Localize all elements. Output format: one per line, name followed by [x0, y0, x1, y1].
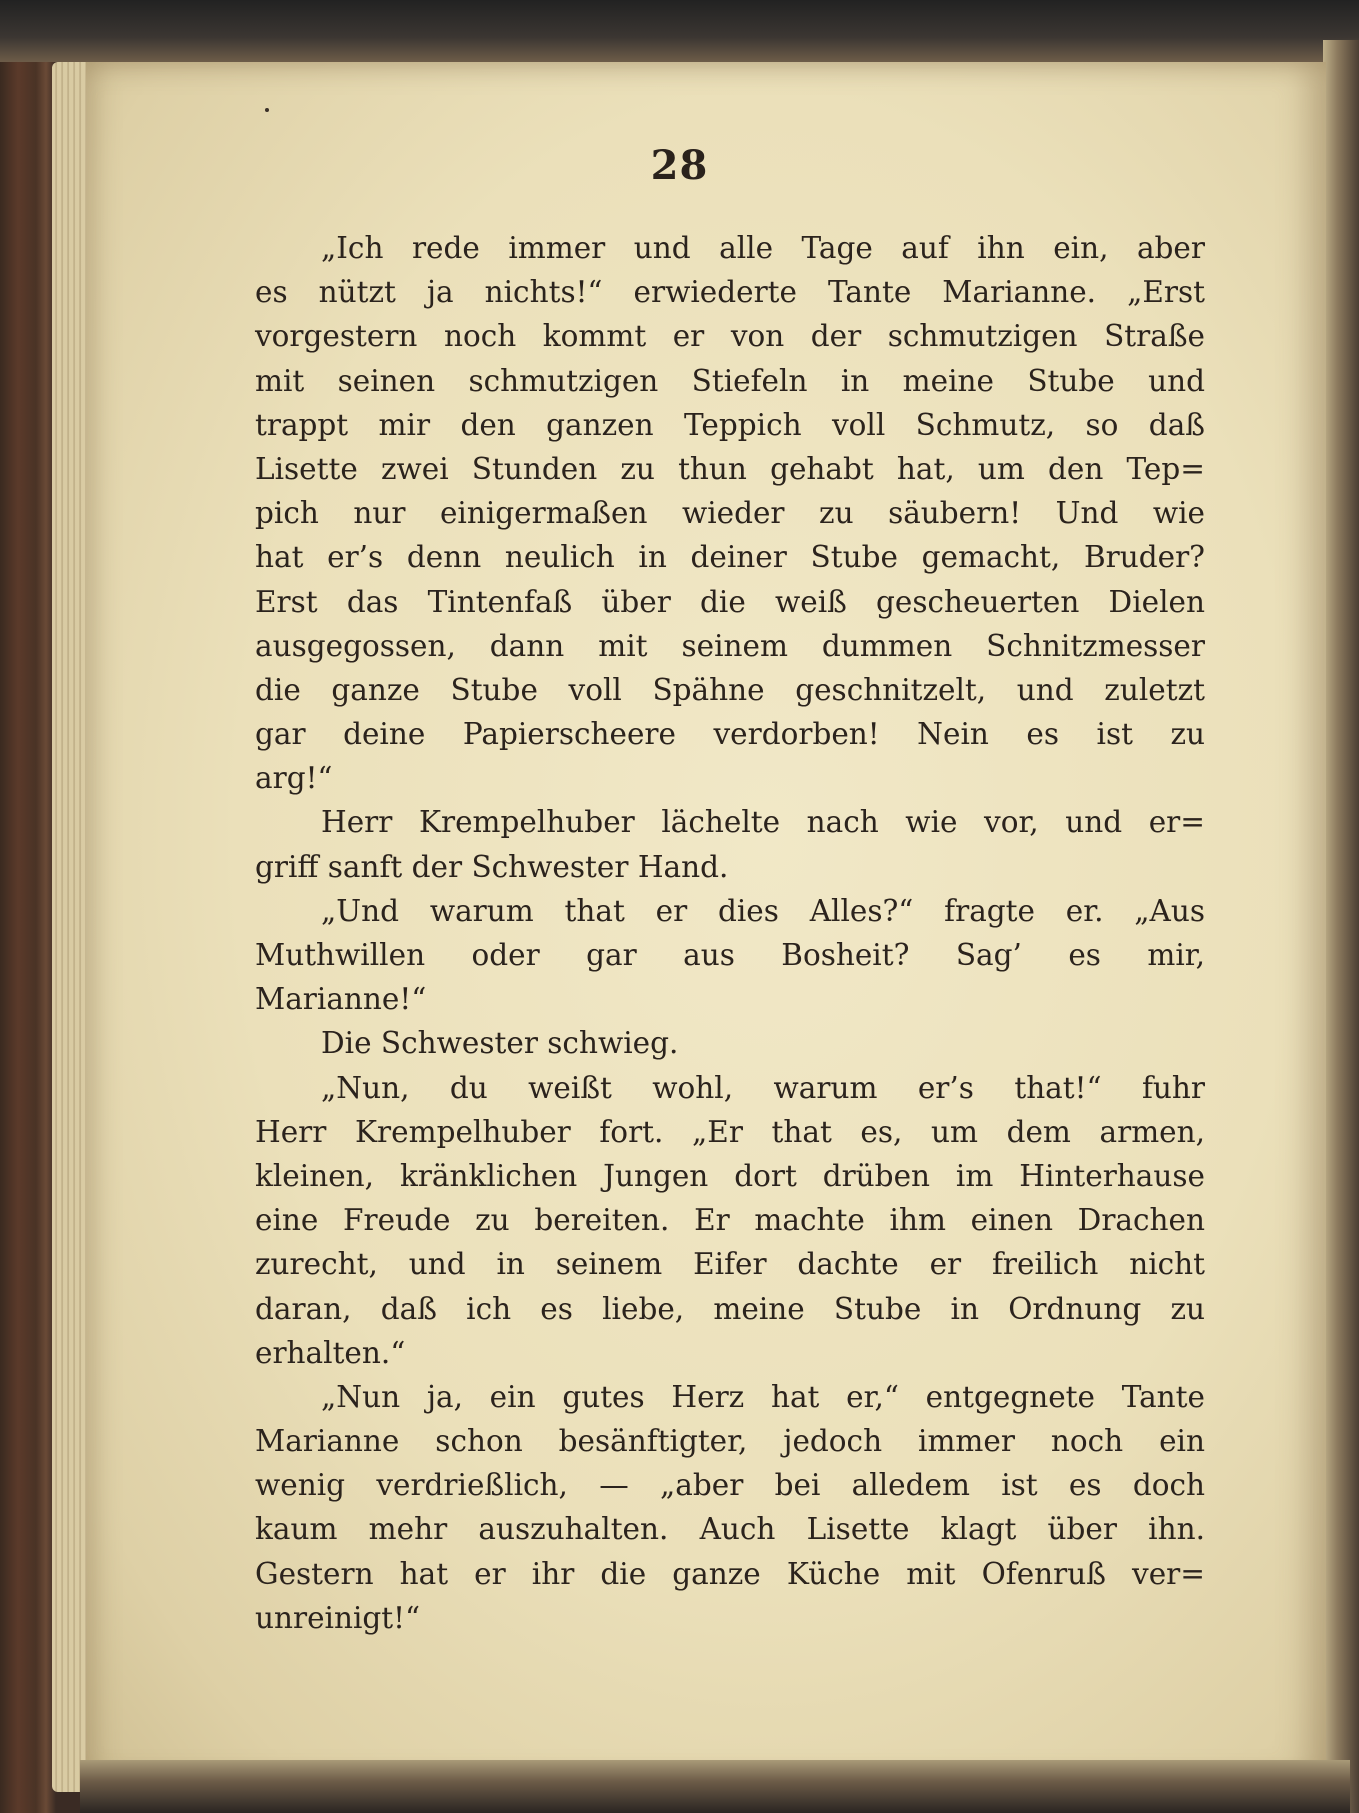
- text-line: gar deine Papierscheere verdorben! Nein es ist zu: [255, 717, 1205, 752]
- text-line: mit seinen schmutzigen Stiefeln in meine Stube und: [255, 363, 1205, 398]
- text-line: Herr Krempelhuber fort. „Er that es, um dem armen,: [255, 1114, 1205, 1149]
- text-line: „Nun, du weißt wohl, warum er’s that!“ fuhr: [321, 1070, 1205, 1105]
- text-line: eine Freude zu bereiten. Er machte ihm einen Drachen: [255, 1203, 1205, 1238]
- text-line: die ganze Stube voll Spähne geschnitzelt, und zuletzt: [255, 672, 1205, 707]
- text-line: hat er’s denn neulich in deiner Stube gemacht, Bruder?: [255, 540, 1205, 575]
- book-bottom-edge: [80, 1760, 1350, 1813]
- text-line: erhalten.“: [255, 1335, 406, 1370]
- text-line: kleinen, kränklichen Jungen dort drüben im Hinterhause: [255, 1158, 1205, 1193]
- text-line: zurecht, und in seinem Eifer dachte er freilich nicht: [255, 1247, 1205, 1282]
- text-line: Erst das Tintenfaß über die weiß gescheuerten Dielen: [255, 584, 1205, 619]
- text-line: Muthwillen oder gar aus Bosheit? Sag’ es mir,: [255, 938, 1205, 972]
- text-line: ausgegossen, dann mit seinem dummen Schnitzmesser: [255, 628, 1205, 663]
- facing-page-edge: [1323, 40, 1359, 1813]
- paper-speck: [265, 108, 269, 112]
- text-line: kaum mehr auszuhalten. Auch Lisette klagt über ihn.: [255, 1512, 1205, 1547]
- text-line: Gestern hat er ihr die ganze Küche mit Ofenruß ver=: [255, 1556, 1205, 1591]
- text-line: wenig verdrießlich, — „aber bei alledem ist es doch: [255, 1468, 1205, 1503]
- page-number: 28: [650, 142, 709, 189]
- text-line: Marianne!“: [255, 982, 427, 1017]
- text-line: Lisette zwei Stunden zu thun gehabt hat, um den Tep=: [255, 451, 1205, 486]
- body-text: [255, 226, 1205, 1640]
- text-line: unreinigt!“: [255, 1600, 421, 1635]
- text-line: daran, daß ich es liebe, meine Stube in Ordnung zu: [255, 1291, 1205, 1326]
- text-line: „Ich rede immer und alle Tage auf ihn ein, aber: [321, 231, 1205, 265]
- book-cover-top-edge: [0, 0, 1359, 62]
- text-line: Herr Krempelhuber lächelte nach wie vor, und er=: [321, 805, 1205, 840]
- text-line: griff sanft der Schwester Hand.: [255, 849, 729, 884]
- text-line: es nützt ja nichts!“ erwiederte Tante Marianne. „Erst: [255, 275, 1205, 310]
- text-line: Marianne schon besänftigter, jedoch immer noch ein: [255, 1424, 1205, 1459]
- text-line: trappt mir den ganzen Teppich voll Schmutz, so daß: [255, 407, 1205, 442]
- text-line: pich nur einigermaßen wieder zu säubern! Und wie: [255, 496, 1205, 531]
- text-line: arg!“: [255, 761, 333, 796]
- text-line: „Und warum that er dies Alles?“ fragte er. „Aus: [321, 893, 1205, 928]
- text-line: „Nun ja, ein gutes Herz hat er,“ entgegnete Tante: [321, 1379, 1205, 1414]
- text-line: Die Schwester schwieg.: [321, 1026, 679, 1061]
- text-line: vorgestern noch kommt er von der schmutzigen Straße: [255, 319, 1205, 354]
